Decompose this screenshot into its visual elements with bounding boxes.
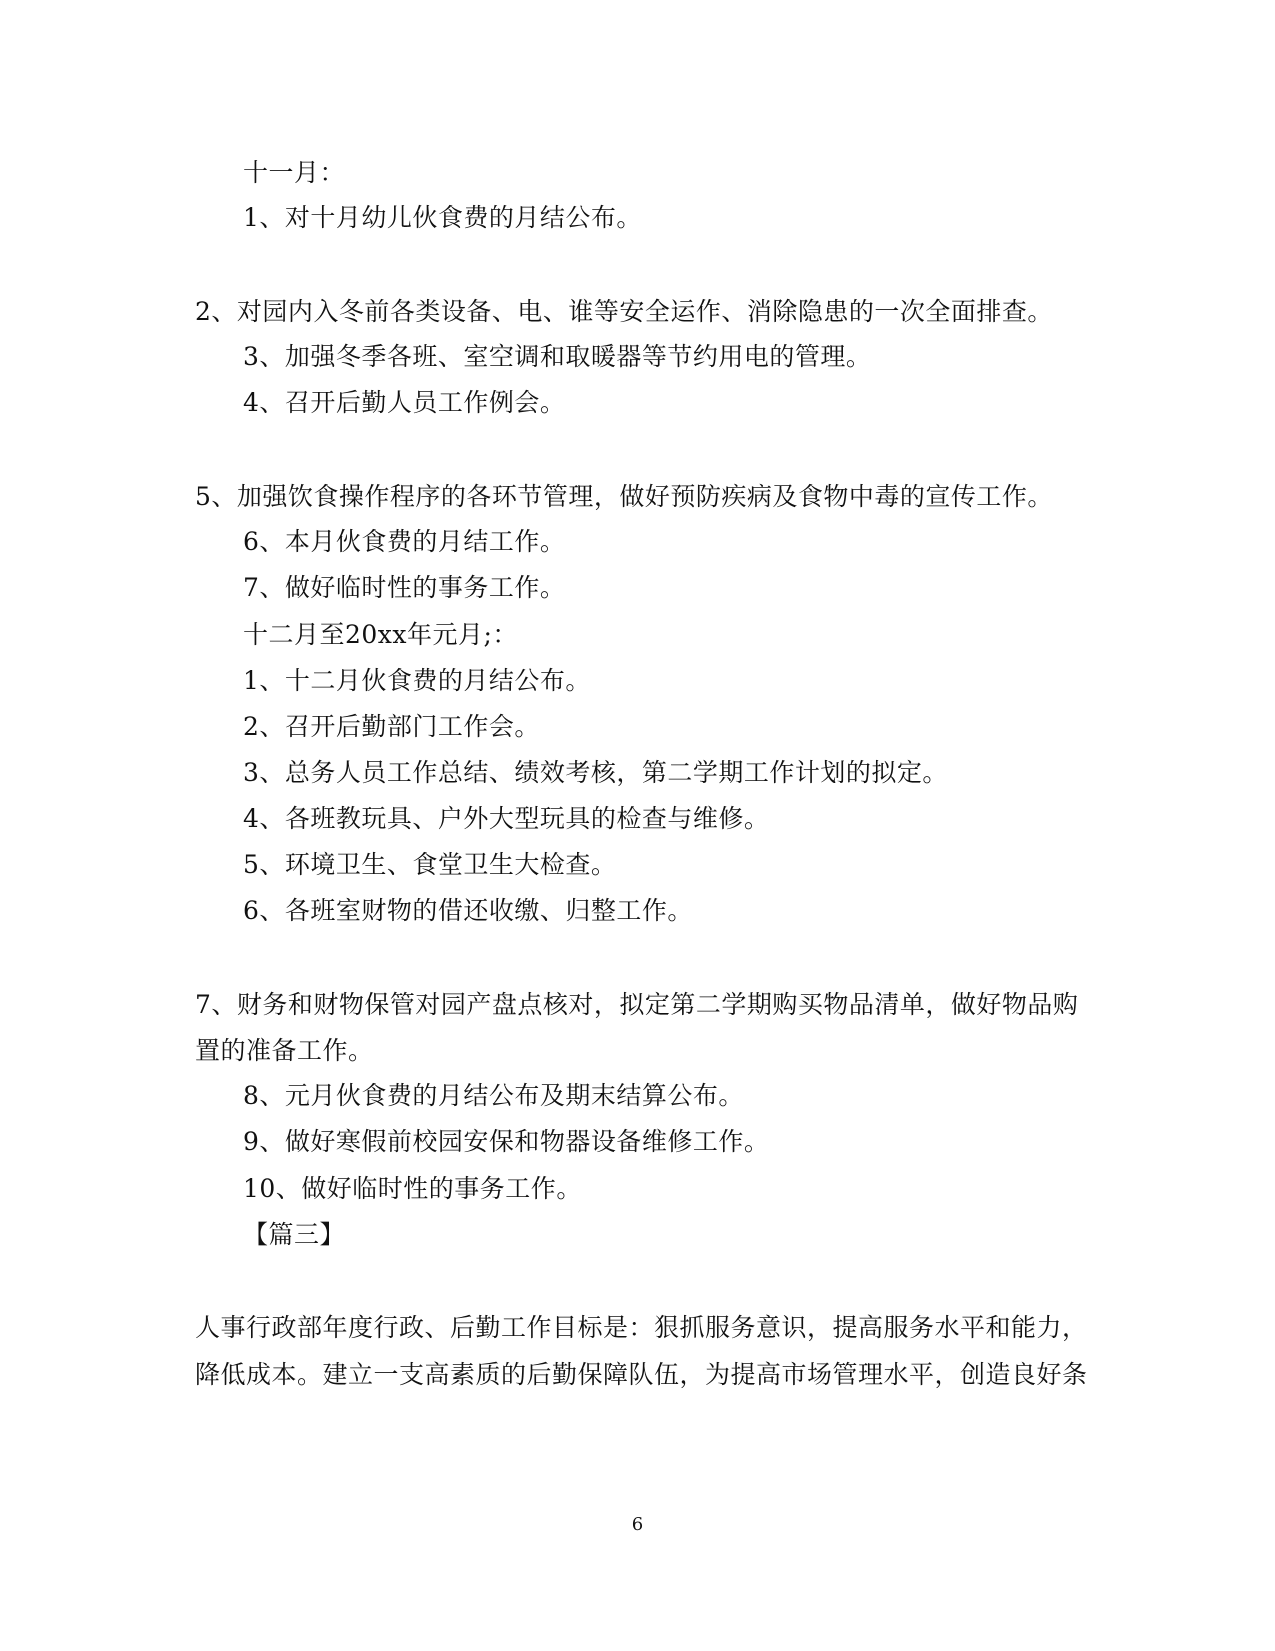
list-item: 8、元月伙食费的月结公布及期末结算公布。 [243, 1081, 744, 1110]
list-item: 1、对十月幼儿伙食费的月结公布。 [243, 203, 642, 232]
list-item: 6、各班室财物的借还收缴、归整工作。 [243, 896, 693, 925]
section-heading-november: 十一月： [243, 158, 346, 187]
list-item: 3、加强冬季各班、室空调和取暖器等节约用电的管理。 [243, 342, 872, 371]
list-item: 10、做好临时性的事务工作。 [243, 1174, 582, 1203]
list-item: 5、加强饮食操作程序的各环节管理，做好预防疾病及食物中毒的宣传工作。 [195, 482, 1053, 511]
list-item: 7、做好临时性的事务工作。 [243, 573, 566, 602]
paragraph-line: 降低成本。建立一支高素质的后勤保障队伍，为提高市场管理水平，创造良好条 [195, 1360, 1088, 1389]
list-item: 6、本月伙食费的月结工作。 [243, 527, 566, 556]
section-heading-part-three: 【篇三】 [243, 1220, 346, 1249]
list-item: 3、总务人员工作总结、绩效考核，第二学期工作计划的拟定。 [243, 758, 948, 787]
list-item: 4、各班教玩具、户外大型玩具的检查与维修。 [243, 804, 770, 833]
list-item: 5、环境卫生、食堂卫生大检查。 [243, 850, 617, 879]
list-item: 7、财务和财物保管对园产盘点核对，拟定第二学期购买物品清单，做好物品购 [195, 990, 1079, 1019]
list-item: 9、做好寒假前校园安保和物器设备维修工作。 [243, 1127, 770, 1156]
list-item: 4、召开后勤人员工作例会。 [243, 388, 566, 417]
page-number: 6 [631, 1514, 644, 1535]
paragraph-line: 人事行政部年度行政、后勤工作目标是：狠抓服务意识，提高服务水平和能力， [195, 1313, 1088, 1342]
list-item: 1、十二月伙食费的月结公布。 [243, 666, 591, 695]
list-item-continuation: 置的准备工作。 [195, 1036, 374, 1065]
list-item: 2、对园内入冬前各类设备、电、谁等安全运作、消除隐患的一次全面排查。 [195, 297, 1053, 326]
section-heading-december: 十二月至20xx年元月;： [243, 620, 518, 649]
list-item: 2、召开后勤部门工作会。 [243, 712, 540, 741]
